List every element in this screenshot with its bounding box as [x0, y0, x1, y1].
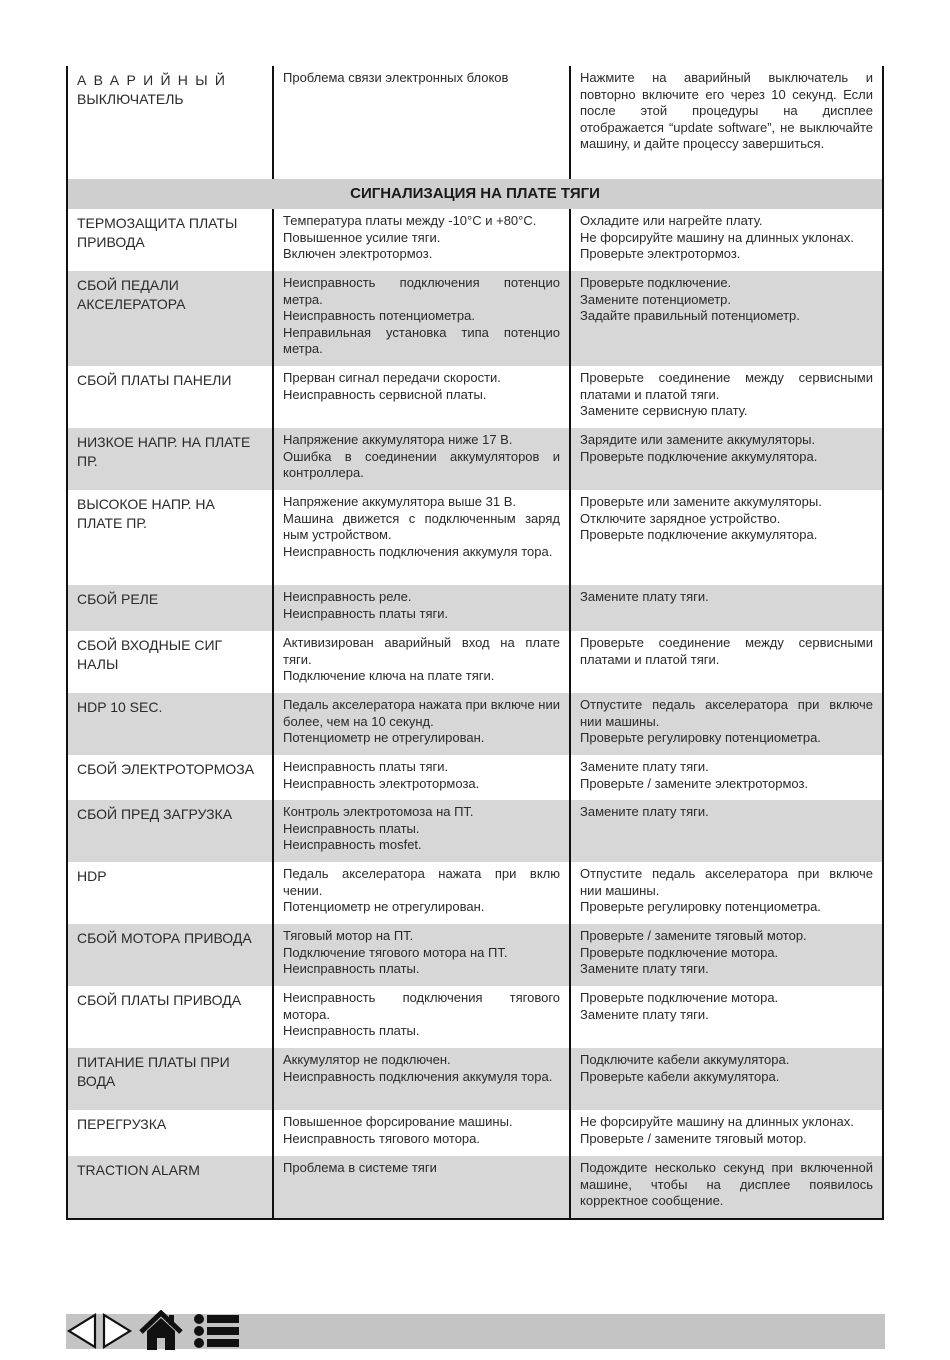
alarm-name-line: ПИТАНИЕ ПЛАТЫ ПРИ [77, 1054, 230, 1070]
cause-text: Контроль электротомоза на ПТ. [283, 804, 474, 819]
cause-cell [273, 1110, 570, 1156]
cause-text: Неправильная установка типа потенцио метра. [283, 324, 560, 357]
table-row [68, 366, 882, 428]
action-text: Замените плату тяги. [580, 589, 709, 604]
table-row [68, 1156, 882, 1218]
cause-text: Педаль акселератора нажата при вклю чении. [283, 866, 560, 898]
cause-text: Включен электротормоз. [283, 246, 433, 262]
action-text: Проверьте / замените электротормоз. [580, 775, 809, 791]
alarm-name-cell [68, 66, 273, 179]
cause-cell [273, 800, 570, 862]
alarm-name-line: СБОЙ РЕЛЕ [77, 591, 159, 607]
action-text: Проверьте кабели аккумулятора. [580, 1068, 780, 1084]
action-text: Нажмите на аварийный выключатель и повторно включите его через 10 секунд. Если после этой процедуры на дисплее отображается “update software”, не выключайте машину, и дайте процессу завершиться. [580, 70, 873, 152]
alarm-name-line: СБОЙ ПЕДАЛИ [77, 277, 179, 293]
action-text: Замените плату тяги. [580, 1006, 709, 1022]
alarm-name-cell [68, 428, 273, 490]
cause-text: Активизирован аварийный вход на плате тяги. [283, 635, 560, 667]
table-row [68, 862, 882, 924]
alarm-name-line: АВАРИЙНЫЙ [77, 72, 233, 88]
cause-cell [273, 924, 570, 986]
cause-cell [273, 366, 570, 428]
cause-text: Неисправность подключения аккумуля тора. [283, 1068, 553, 1084]
cause-text: Неисправность реле. [283, 589, 412, 604]
cause-cell [273, 631, 570, 693]
action-text: Задайте правильный потенциометр. [580, 308, 800, 324]
action-cell [570, 1048, 882, 1110]
cause-text: Неисправность mosfet. [283, 837, 422, 853]
cause-cell [273, 755, 570, 800]
cause-text: Прерван сигнал передачи скорости. [283, 370, 501, 385]
cause-text: Проблема в системе тяги [283, 1160, 437, 1175]
cause-text: Проблема связи электронных блоков [283, 70, 509, 85]
alarm-table [66, 66, 884, 1220]
cause-cell [273, 428, 570, 490]
table-row [68, 1048, 882, 1110]
alarm-name-cell [68, 1110, 273, 1156]
alarm-name-cell [68, 1048, 273, 1110]
alarm-name-line: СБОЙ ПЛАТЫ ПРИВОДА [77, 992, 242, 1008]
table-row [68, 986, 882, 1048]
section-title: СИГНАЛИЗАЦИЯ НА ПЛАТЕ ТЯГИ [68, 179, 882, 209]
cause-text: Температура платы между -10°C и +80°C. [283, 213, 537, 228]
cause-text: Неисправность платы. [283, 820, 420, 836]
action-text: Проверьте регулировку потенциометра. [580, 730, 821, 746]
cause-cell [273, 66, 570, 179]
action-text: Проверьте / замените тяговый мотор. [580, 928, 807, 943]
action-text: Подождите несколько секунд при включенной машине, чтобы на дисплее появилось корректное сообщение. [580, 1160, 873, 1209]
alarm-name-line: ПРИВОДА [77, 234, 145, 250]
cause-cell [273, 585, 570, 631]
cause-text: Неисправность потенциометра. [283, 308, 475, 324]
cause-text: Потенциометр не отрегулирован. [283, 730, 485, 746]
cause-text: Напряжение аккумулятора выше 31 В. [283, 494, 517, 509]
alarm-name-line: СБОЙ МОТОРА ПРИВОДА [77, 930, 252, 946]
action-cell [570, 1156, 882, 1218]
alarm-name-line: СБОЙ ЭЛЕКТРОТОРМОЗА [77, 761, 255, 777]
alarm-name-line: HDP 10 SEC. [77, 699, 163, 715]
alarm-name-line: ВОДА [77, 1073, 116, 1089]
cause-text: Неисправность платы. [283, 961, 420, 977]
cause-cell [273, 986, 570, 1048]
cause-text: Неисправность платы тяги. [283, 759, 449, 774]
alarm-name-cell [68, 209, 273, 271]
action-cell [570, 755, 882, 800]
alarm-name-line: HDP [77, 868, 107, 884]
table-row [68, 585, 882, 631]
cause-text: Неисправность подключения аккумуля тора. [283, 543, 553, 559]
action-text: Проверьте подключение аккумулятора. [580, 448, 818, 464]
action-text: Проверьте соединение между сервисными платами и платой тяги. [580, 370, 873, 402]
action-cell [570, 1110, 882, 1156]
alarm-name-line: СБОЙ ВХОДНЫЕ СИГ [77, 637, 223, 653]
cause-text: Неисправность платы тяги. [283, 605, 449, 621]
cause-text: Неисправность подключения тягового мотора. [283, 990, 560, 1022]
cause-text: Машина движется с подключенным заряд ным устройством. [283, 510, 560, 543]
footer-bar [66, 1314, 885, 1349]
cause-cell [273, 1048, 570, 1110]
action-text: Проверьте подключение мотора. [580, 990, 779, 1005]
cause-cell [273, 271, 570, 366]
alarm-name-cell [68, 366, 273, 428]
action-text: Проверьте / замените тяговый мотор. [580, 1130, 807, 1146]
cause-text: Потенциометр не отрегулирован. [283, 899, 485, 915]
action-text: Проверьте регулировку потенциометра. [580, 899, 821, 915]
table-row [68, 924, 882, 986]
table-row [68, 490, 882, 585]
cause-text: Неисправность тягового мотора. [283, 1130, 480, 1146]
alarm-name-line: СБОЙ ПРЕД ЗАГРУЗКА [77, 806, 233, 822]
action-text: Замените плату тяги. [580, 961, 709, 977]
alarm-name-line: НИЗКОЕ НАПР. НА ПЛАТЕ [77, 434, 251, 450]
contents-list-icon[interactable] [192, 1313, 240, 1349]
action-cell [570, 924, 882, 986]
action-cell [570, 209, 882, 271]
alarm-name-line: НАЛЫ [77, 656, 119, 672]
action-text: Подключите кабели аккумулятора. [580, 1052, 790, 1067]
action-text: Замените плату тяги. [580, 804, 709, 819]
cause-text: Повышенное форсирование машины. [283, 1114, 513, 1129]
action-text: Замените сервисную плату. [580, 403, 748, 419]
table-row [68, 209, 882, 271]
cause-text: Неисправность подключения потенцио метра. [283, 275, 560, 307]
cause-text: Напряжение аккумулятора ниже 17 В. [283, 432, 513, 447]
alarm-name-line: ПР. [77, 453, 98, 469]
action-text: Проверьте подключение. [580, 275, 732, 290]
action-text: Проверьте подключение аккумулятора. [580, 527, 818, 543]
action-text: Проверьте электротормоз. [580, 246, 741, 262]
action-text: Проверьте подключение мотора. [580, 944, 779, 960]
alarm-name-cell [68, 271, 273, 366]
table-row [68, 66, 882, 179]
table-row [68, 693, 882, 755]
action-text: Проверьте или замените аккумуляторы. [580, 494, 822, 509]
alarm-name-line: ТЕРМОЗАЩИТА ПЛАТЫ [77, 215, 238, 231]
cause-text: Аккумулятор не подключен. [283, 1052, 451, 1067]
alarm-name-cell [68, 862, 273, 924]
cause-text: Ошибка в соединении аккумуляторов и контроллера. [283, 448, 560, 481]
table-row [68, 755, 882, 800]
alarm-name-line: ПЛАТЕ ПР. [77, 515, 147, 531]
alarm-name-line: АКСЕЛЕРАТОРА [77, 296, 186, 312]
action-cell [570, 490, 882, 585]
prev-page-icon[interactable] [66, 1312, 98, 1350]
section-header-row [68, 179, 882, 209]
cause-text: Подключение ключа на плате тяги. [283, 668, 495, 684]
action-cell [570, 862, 882, 924]
cause-text: Неисправность сервисной платы. [283, 386, 487, 402]
cause-cell [273, 1156, 570, 1218]
action-cell [570, 986, 882, 1048]
cause-text: Тяговый мотор на ПТ. [283, 928, 414, 943]
alarm-name-cell [68, 631, 273, 693]
next-page-icon[interactable] [101, 1312, 133, 1350]
action-cell [570, 693, 882, 755]
action-cell [570, 366, 882, 428]
alarm-name-line: СБОЙ ПЛАТЫ ПАНЕЛИ [77, 372, 232, 388]
action-cell [570, 271, 882, 366]
cause-text: Повышенное усилие тяги. [283, 229, 441, 245]
table-row [68, 1110, 882, 1156]
cause-cell [273, 693, 570, 755]
table-row [68, 631, 882, 693]
alarm-name-line: ВЫКЛЮЧАТЕЛЬ [77, 91, 184, 107]
alarm-name-cell [68, 693, 273, 755]
action-cell [570, 800, 882, 862]
action-text: Проверьте соединение между сервисными платами и платой тяги. [580, 635, 873, 667]
alarm-name-cell [68, 986, 273, 1048]
action-text: Отпустите педаль акселератора при включе нии машины. [580, 697, 873, 729]
action-text: Отпустите педаль акселератора при включе нии машины. [580, 866, 873, 898]
alarm-name-line: ВЫСОКОЕ НАПР. НА [77, 496, 215, 512]
action-text: Отключите зарядное устройство. [580, 510, 781, 526]
alarm-name-line: TRACTION ALARM [77, 1162, 200, 1178]
home-icon[interactable] [138, 1310, 184, 1352]
alarm-name-cell [68, 1156, 273, 1218]
action-cell [570, 66, 882, 179]
cause-cell [273, 209, 570, 271]
action-text: Охладите или нагрейте плату. [580, 213, 763, 228]
action-text: Замените потенциометр. [580, 291, 732, 307]
action-text: Замените плату тяги. [580, 759, 709, 774]
action-text: Зарядите или замените аккумуляторы. [580, 432, 816, 447]
alarm-name-cell [68, 755, 273, 800]
action-cell [570, 631, 882, 693]
alarm-name-cell [68, 800, 273, 862]
table-row [68, 271, 882, 366]
cause-text: Педаль акселератора нажата при включе нии более, чем на 10 секунд. [283, 697, 560, 729]
action-text: Не форсируйте машину на длинных уклонах. [580, 1114, 854, 1129]
alarm-name-cell [68, 490, 273, 585]
cause-text: Подключение тягового мотора на ПТ. [283, 944, 508, 960]
cause-text: Неисправность платы. [283, 1023, 420, 1039]
table-row [68, 428, 882, 490]
action-cell [570, 585, 882, 631]
cause-text: Неисправность электротормоза. [283, 775, 480, 791]
cause-cell [273, 862, 570, 924]
alarm-name-cell [68, 585, 273, 631]
alarm-name-line: ПЕРЕГРУЗКА [77, 1116, 167, 1132]
action-text: Не форсируйте машину на длинных уклонах. [580, 229, 854, 245]
action-cell [570, 428, 882, 490]
table-row [68, 800, 882, 862]
cause-cell [273, 490, 570, 585]
alarm-name-cell [68, 924, 273, 986]
